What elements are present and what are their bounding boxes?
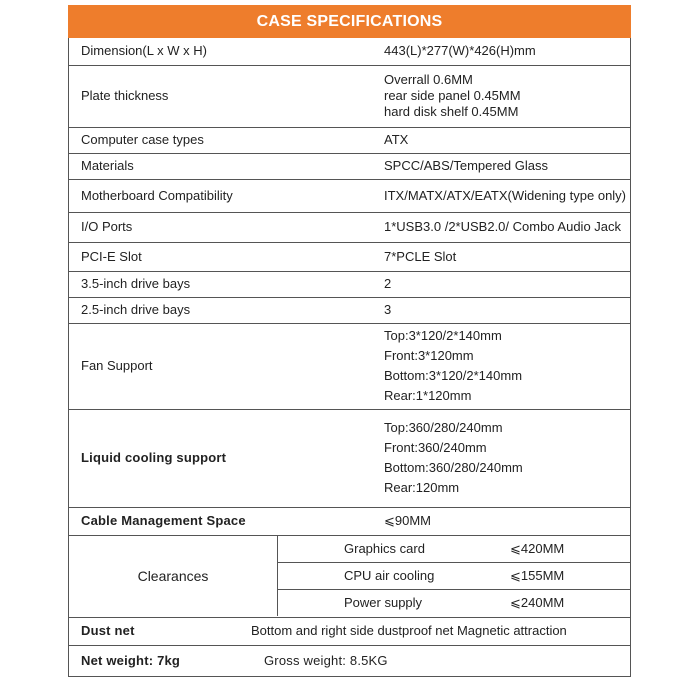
clearance-value: ⩽240MM [510,595,565,610]
dust-value: Bottom and right side dustproof net Magnetic attraction [251,623,567,638]
clearance-value: ⩽420MM [510,536,630,563]
table-row [69,179,631,212]
spec-sheet [68,5,631,677]
value-line: Top:3*120/2*140mm [384,328,502,343]
row-label: Liquid cooling support [69,409,377,507]
row-label: Materials [69,153,377,179]
table-row [69,535,631,617]
row-label: Computer case types [69,127,377,153]
row-label: Fan Support [69,323,377,409]
row-label: Dust net [69,617,377,645]
value-line: hard disk shelf 0.45MM [384,104,519,119]
table-row [69,323,631,409]
value-line: Rear:120mm [384,480,460,495]
gross-weight-cell [264,645,631,676]
row-value: ATX [376,127,631,153]
value-line: Bottom:360/280/240mm [384,460,523,475]
clearance-value: ⩽155MM [510,563,630,590]
clearance-name: Graphics card [278,536,510,563]
table-row [69,617,631,645]
row-label: 3.5-inch drive bays [69,271,377,297]
row-label: Motherboard Compatibility [69,179,377,212]
clearance-item [278,563,630,590]
clearance-name: CPU air cooling [278,563,510,590]
net-weight: Net weight: 7kg [69,645,377,676]
table-row [69,507,631,535]
table-row [69,212,631,242]
gross-weight: Gross weight: 8.5KG [264,652,388,668]
table-row [69,645,631,676]
table-row [69,409,631,507]
row-value: 1*USB3.0 /2*USB2.0/ Combo Audio Jack [376,212,631,242]
value-line: Top:360/280/240mm [384,420,503,435]
row-value: ITX/MATX/ATX/EATX(Widening type only) [376,179,631,212]
clearances-label: Clearances [69,536,278,616]
row-value: 2 [376,271,631,297]
row-label: Plate thickness [69,65,377,127]
value-line: Front:3*120mm [384,348,474,363]
spec-table [68,38,631,677]
sheet-title: CASE SPECIFICATIONS [68,5,631,38]
row-value: 443(L)*277(W)*426(H)mm [376,38,631,65]
value-line: rear side panel 0.45MM [384,88,521,103]
clearance-item [278,536,630,563]
row-value: 3 [376,297,631,323]
row-value [376,323,631,409]
table-row [69,127,631,153]
row-value [251,617,631,645]
row-value [376,65,631,127]
table-row [69,297,631,323]
row-value: SPCC/ABS/Tempered Glass [376,153,631,179]
row-label: Cable Management Space [69,507,377,535]
table-row [69,271,631,297]
row-value [376,409,631,507]
clearance-name: Power supply [344,595,423,610]
clearances-list [278,536,630,616]
clearances-items [278,536,631,616]
clearances-cell [69,535,631,617]
value-line: Rear:1*120mm [384,388,472,403]
clearances-row [69,536,630,616]
clearances-table [69,536,630,616]
row-value: 7*PCLE Slot [376,242,631,271]
clearance-item [278,590,630,617]
value-line: Overrall 0.6MM [384,72,473,87]
row-label: I/O Ports [69,212,377,242]
table-row [69,38,631,65]
row-label: Dimension(L x W x H) [69,38,377,65]
table-row [69,242,631,271]
row-label: 2.5-inch drive bays [69,297,377,323]
table-row [69,65,631,127]
value-line: Front:360/240mm [384,440,487,455]
row-value: ⩽90MM [376,507,631,535]
table-row [69,153,631,179]
row-label: PCI-E Slot [69,242,377,271]
value-line: Bottom:3*120/2*140mm [384,368,523,383]
